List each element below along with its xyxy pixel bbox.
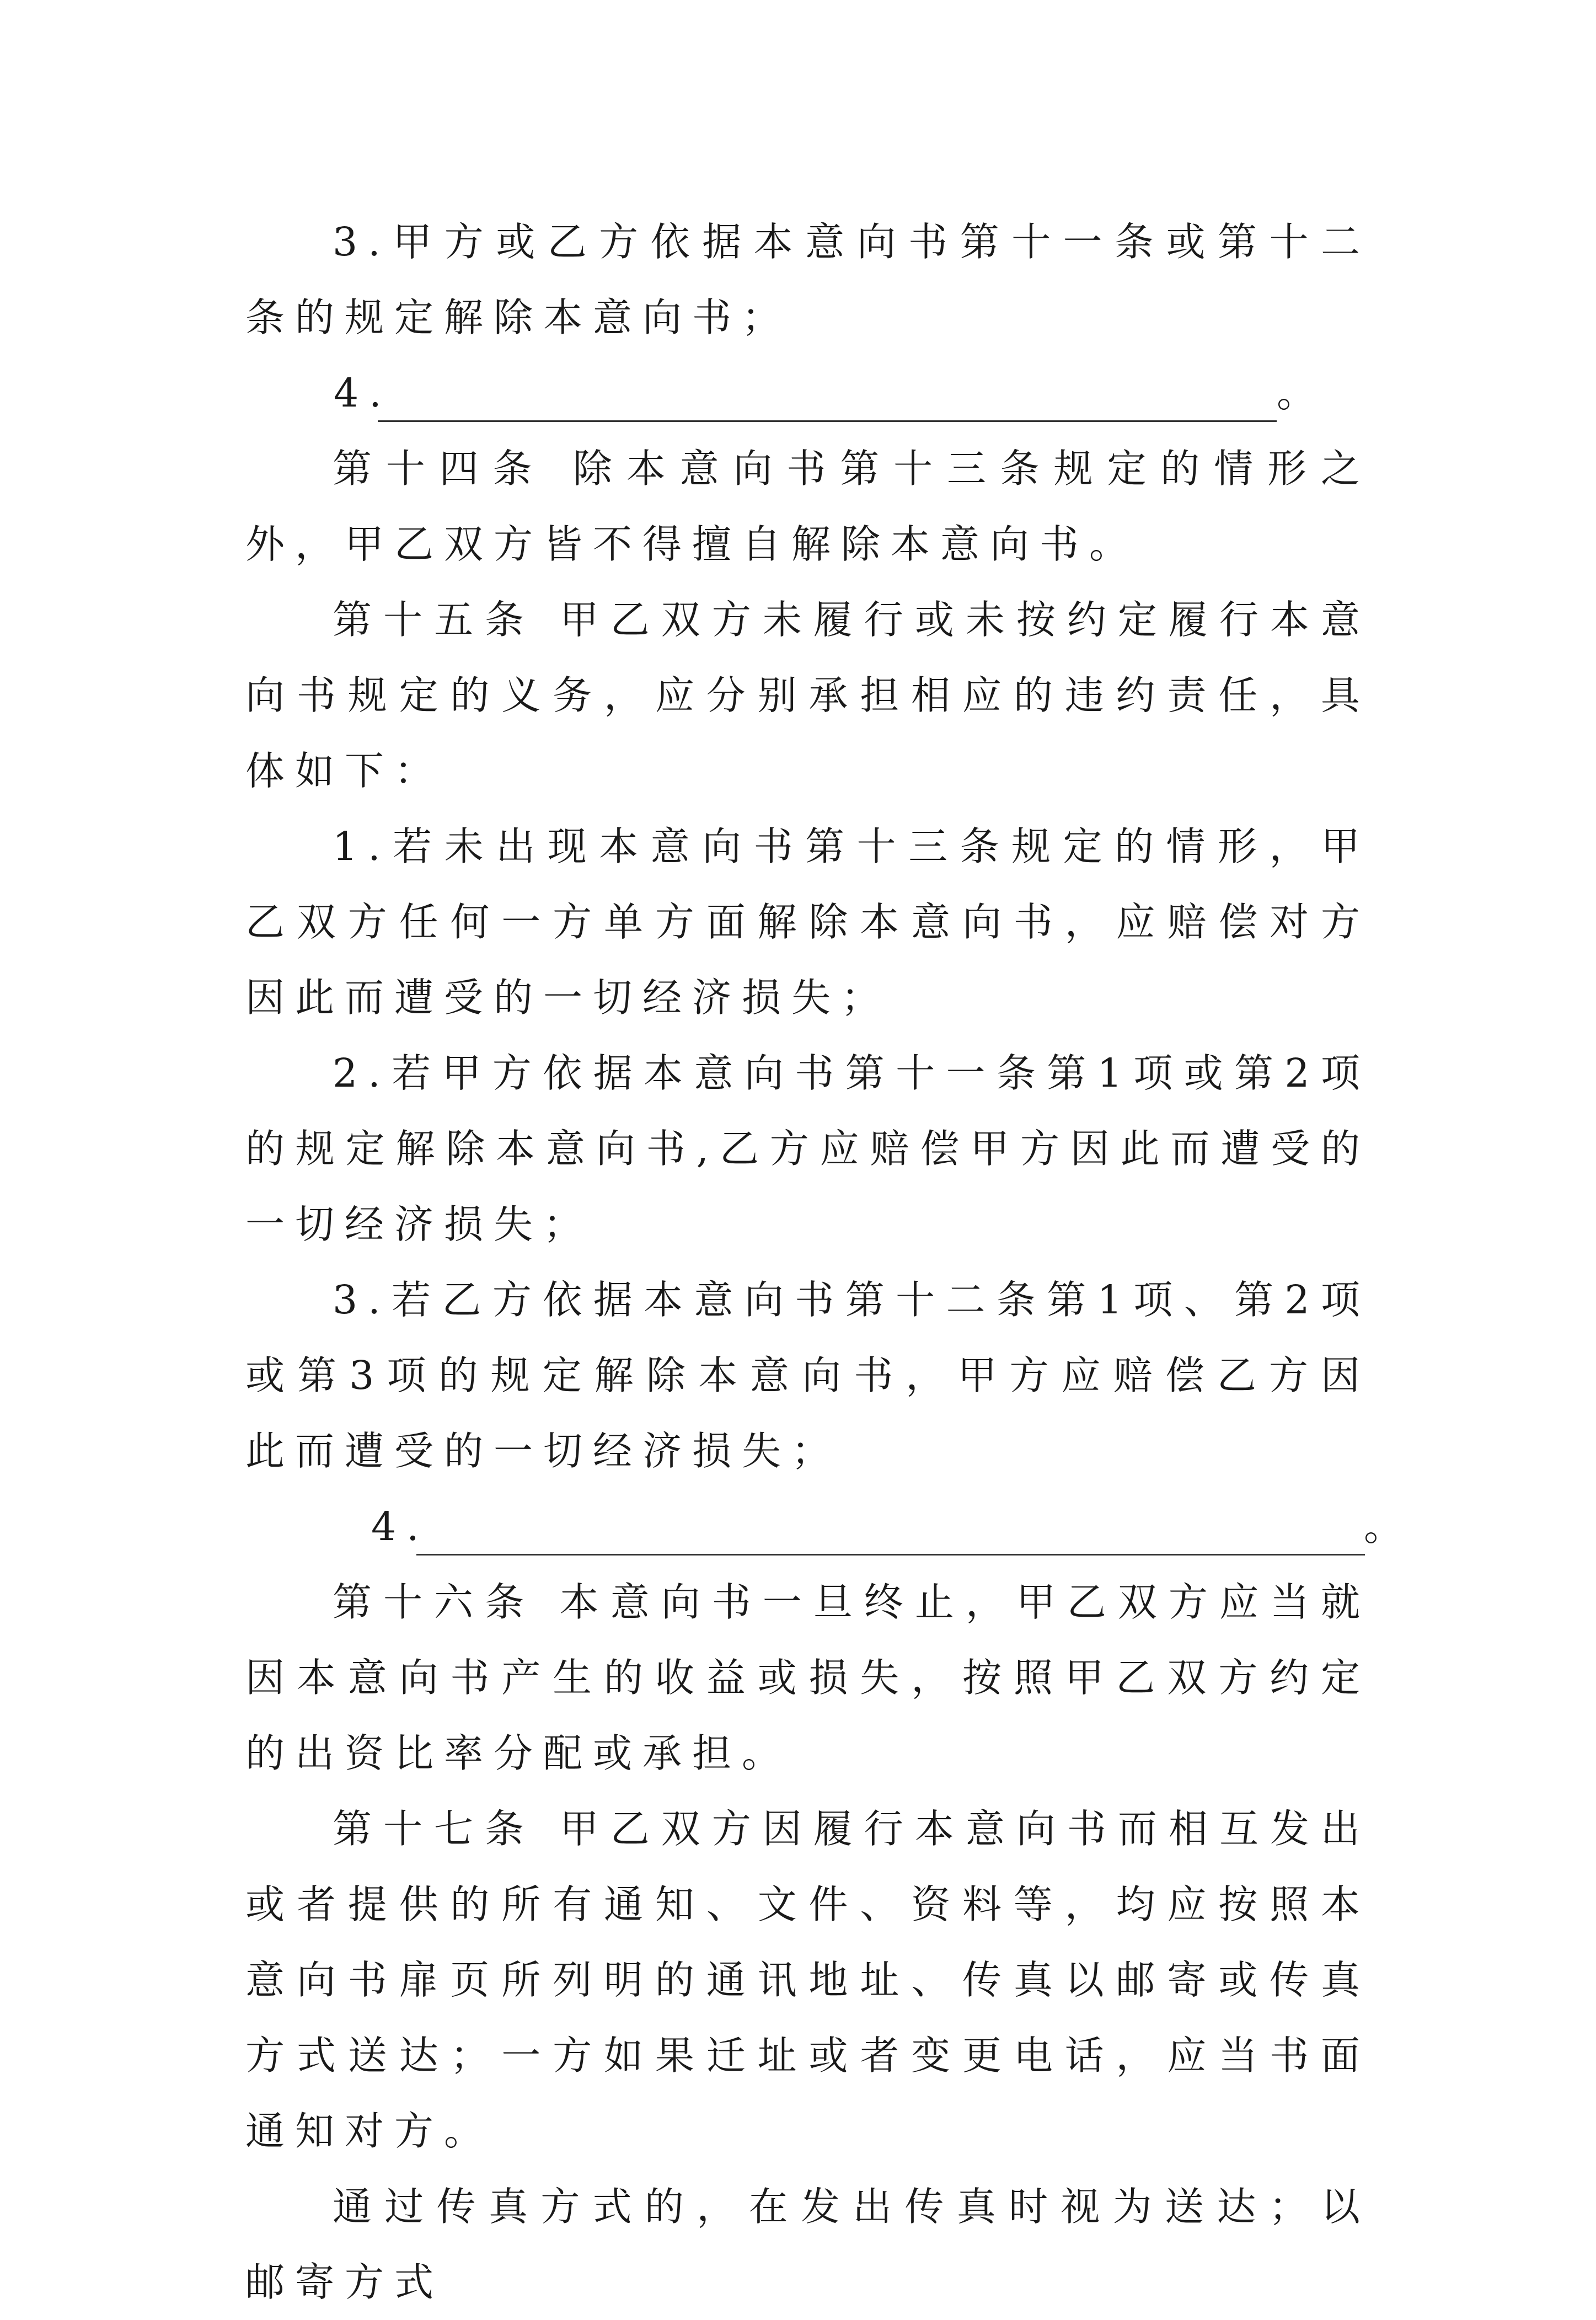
blank-item-period: 。 <box>1277 370 1327 416</box>
paragraph-article-15-item-1: 1.若未出现本意向书第十三条规定的情形，甲乙双方任何一方单方面解除本意向书，应赔偿对方因此而遭受的一切经济损失； <box>245 824 1370 1020</box>
paragraph-article-16: 第十六条 本意向书一旦终止，甲乙双方应当就因本意向书产生的收益或损失，按照甲乙双方约定的出资比率分配或承担。 <box>245 1579 1370 1776</box>
paragraph-delivery-rules: 通过传真方式的，在发出传真时视为送达；以邮寄方式 <box>245 2184 1370 2305</box>
blank-item-number: 4. <box>334 370 392 416</box>
paragraph-article-14: 第十四条 除本意向书第十三条规定的情形之外，甲乙双方皆不得擅自解除本意向书。 <box>245 446 1370 567</box>
paragraph-article-17: 第十七条 甲乙双方因履行本意向书而相互发出或者提供的所有通知、文件、资料等，均应按照本意向书扉页所列明的通讯地址、传真以邮寄或传真方式送达；一方如果迁址或者变更电话，应当书面通知对方。 <box>245 1806 1370 2154</box>
blank-item-number: 4. <box>371 1504 430 1549</box>
paragraph-item-3-termination: 3.甲方或乙方依据本意向书第十一条或第十二条的规定解除本意向书； <box>245 219 1370 340</box>
fill-in-blank-line <box>378 420 1277 422</box>
blank-item-period: 。 <box>1364 1504 1414 1549</box>
fill-in-blank-line <box>416 1554 1365 1555</box>
paragraph-article-15-item-3: 3.若乙方依据本意向书第十二条第1项、第2项或第3项的规定解除本意向书，甲方应赔偿乙方因此而遭受的一切经济损失； <box>245 1277 1370 1474</box>
blank-item-4-a <box>245 355 1370 431</box>
document-body <box>245 204 1414 2320</box>
paragraph-article-15: 第十五条 甲乙双方未履行或未按约定履行本意向书规定的义务，应分别承担相应的违约责任，具体如下： <box>245 597 1370 794</box>
paragraph-article-15-item-2: 2.若甲方依据本意向书第十一条第1项或第2项的规定解除本意向书,乙方应赔偿甲方因此而遭受的一切经济损失； <box>245 1050 1370 1247</box>
blank-item-4-b <box>245 1489 1414 1564</box>
